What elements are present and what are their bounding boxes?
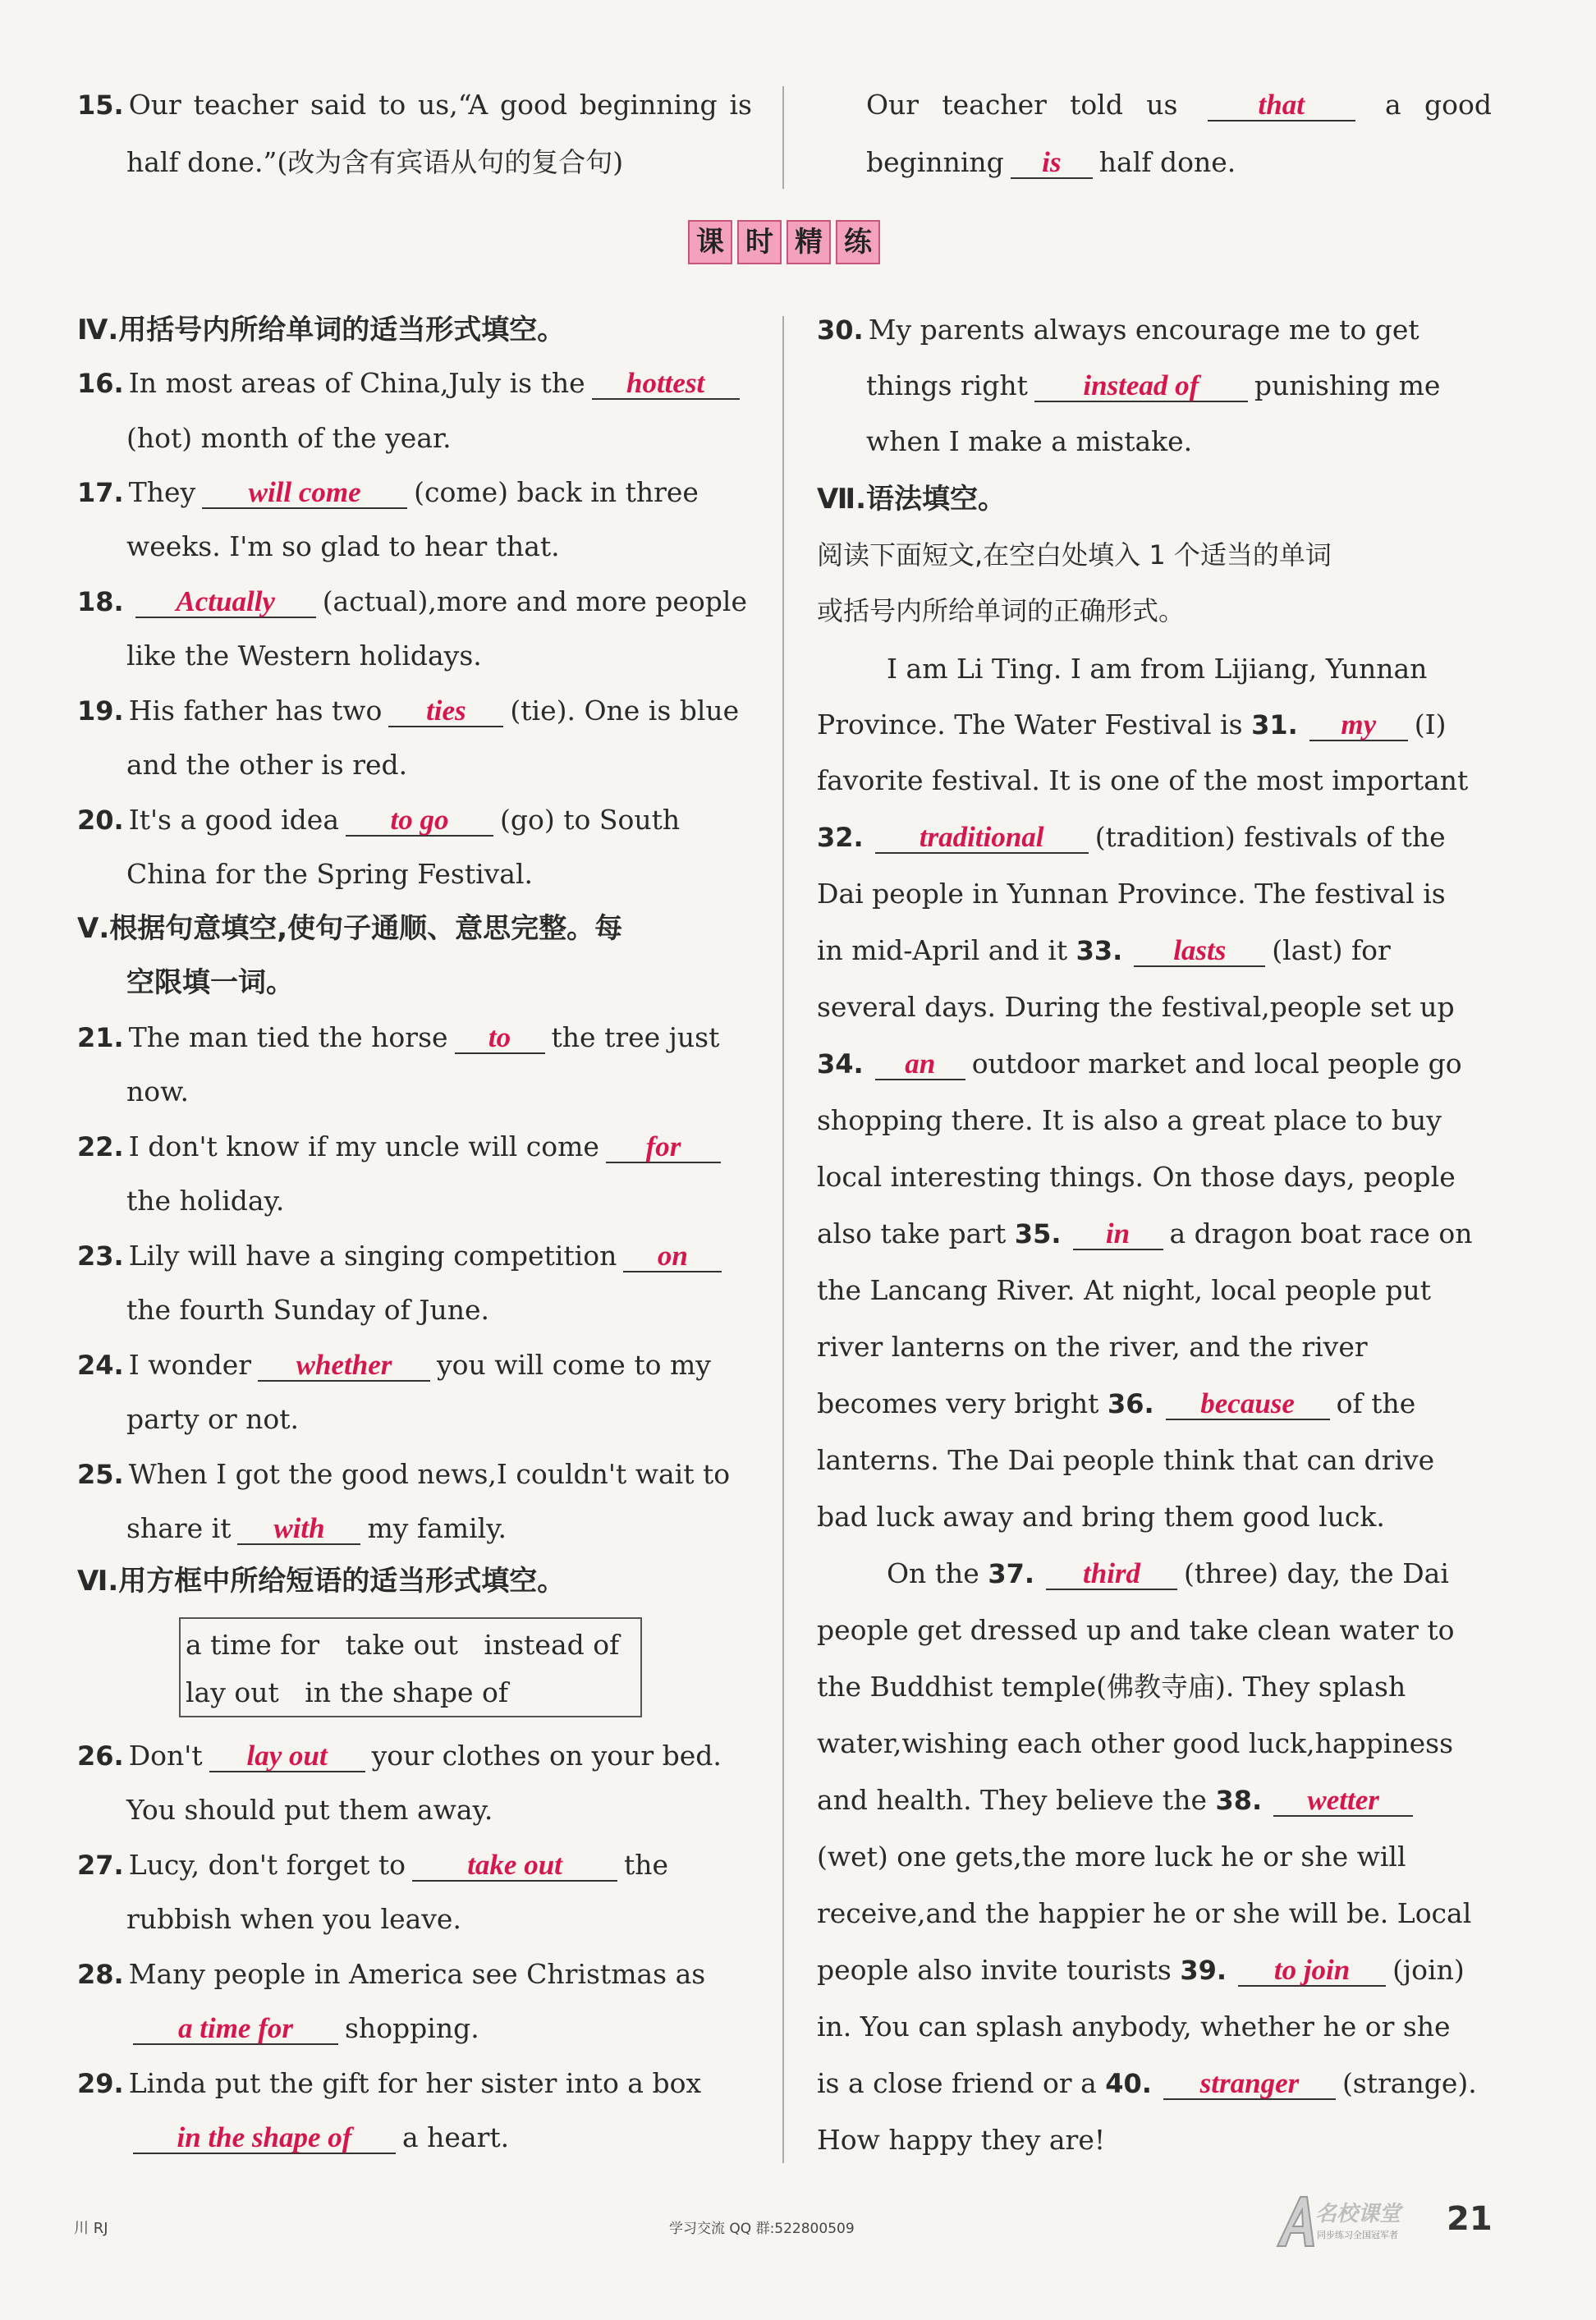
q29: 29. Linda put the gift for her sister into a box <box>77 2067 702 2099</box>
brand-logo: 名校课堂 同步练习全国冠军者 <box>1273 2192 1461 2249</box>
answer-blank: instead of <box>1034 371 1248 402</box>
section5-title: Ⅴ.根据句意填空,使句子通顺、意思完整。每 <box>77 912 623 945</box>
footer-qq: 学习交流 QQ 群:522800509 <box>669 2221 855 2237</box>
answer-blank: lasts <box>1134 936 1265 967</box>
q15-answer-line2: beginning is half done. <box>866 146 1236 178</box>
answer-blank: on <box>623 1241 722 1272</box>
q30: 30. My parents always encourage me to get <box>817 314 1419 346</box>
q19: 19. His father has two ties (tie). One is blue <box>77 695 740 727</box>
section-banner: 课 时 精 练 <box>688 220 880 264</box>
q15-line1: 15. Our teacher said to us,“A good beginning is <box>77 89 752 121</box>
page-number: 21 <box>1447 2200 1493 2238</box>
column-divider <box>782 316 784 2163</box>
answer-blank: stranger <box>1163 2069 1336 2100</box>
answer-blank: to <box>455 1023 545 1054</box>
answer-blank: in the shape of <box>133 2123 396 2154</box>
answer-blank: traditional <box>875 823 1089 854</box>
answer-blank: ties <box>388 696 503 727</box>
q24: 24. I wonder whether you will come to my <box>77 1349 711 1381</box>
q15-line2: half done.”(改为含有宾语从句的复合句) <box>126 146 624 178</box>
q26: 26. Don't lay out your clothes on your bed. <box>77 1740 722 1772</box>
answer-blank: in <box>1073 1219 1163 1250</box>
page: 15. Our teacher said to us,“A good beginning is half done.”(改为含有宾语从句的复合句) Our teacher told us that a good beginning is half done. 课 时 精 练 Ⅳ.用括号内所给单词的适当形式填空。 16. In most areas of China,July is the hottest (hot) month of the year. 17. They will come (come) back in three weeks. I'm so glad to hear that. 18. Actually (actual),more and more people like the Western holidays. 19. His father has two ties (tie). One is blue and the other is red. 20. It's a good idea to go (go) to South China for the Spring Festival. Ⅴ.根据句意填空,使句子通顺、意思完整。每 空限填一词。 21. The man tied the horse to the tree just now. 22. I don't know if my uncle will come for the holiday. 23. Lily will have a singing competition on the fourth Sunday of June. 24. I wonder whether you will come to my party or not. 25. When I got the good news,I couldn't wait to share it with my family. Ⅵ.用方框中所给短语的适当形式填空。 a time for take out instead of lay out in the shape of 26. Don't lay out your clothes on your bed. You should put them away. 27. Lucy, don't forget to take out the rubbish when you leave. 28. Many people in America see Christmas as a time for shopping. 29. Linda put the gift for her sister into a box in the shape of a heart. 30. My parents always encourage me to get things right instead of punishing me when I make a mistake. Ⅶ.语法填空。 阅读下面短文,在空白处填入 1 个适当的单词 或括号内所给单词的正确形式。 I am Li Ting. I am from Lijiang, Yunnan Province. The Water Festival is 31. my (I) favorite festival. It is one of the most important 32. traditional (tradition) festivals of the Dai people in Yunnan Province. The festival is in mid-April and it 33. lasts (last) for several days. During the festival,people set up 34. an outdoor market and local people go shopping there. It is also a great place to buy local interesting things. On those days, people also take part 35. in a dragon boat race on the Lancang River. At night, local people put river lanterns on the river, and the river becomes very bright 36. because of the lanterns. The Dai people think that can drive bad luck away and bring them good luck. On the 37. third (three) day, the Dai people get dressed up and take clean water to the Buddhist temple(佛教寺庙). They splash water,wishing each other good luck,happiness and health. They believe the 38. wetter (wet) one gets,the more luck he or she will receive,and the happier he or she will be. Local people also invite tourists 39. to join (join) in. You can splash anybody, whether he or she is a close friend or a 40. stranger (strange). How happy they are! 川 RJ 学习交流 QQ 群:522800509 名校课堂 同步练习全国冠军者 21 <box>0 0 1596 2320</box>
q16: 16. In most areas of China,July is the hottest <box>77 367 752 400</box>
answer-blank: whether <box>258 1350 430 1382</box>
answer-blank: because <box>1166 1389 1330 1420</box>
answer-blank: to join <box>1238 1955 1386 1987</box>
phrase-box: a time for take out instead of lay out in the shape of <box>179 1617 642 1717</box>
answer-blank: is <box>1011 148 1093 179</box>
q21: 21. The man tied the horse to the tree just <box>77 1021 720 1053</box>
column-divider-top <box>782 86 784 189</box>
q25: 25. When I got the good news,I couldn't wait to <box>77 1458 731 1490</box>
answer-blank: that <box>1208 90 1355 122</box>
answer-blank: my <box>1309 710 1408 741</box>
q17: 17. They will come (come) back in three <box>77 476 699 508</box>
q15-answer-line1: Our teacher told us that a good <box>866 89 1492 121</box>
answer-blank: with <box>237 1514 360 1545</box>
answer-blank: lay out <box>209 1741 365 1772</box>
q27: 27. Lucy, don't forget to take out the <box>77 1849 669 1881</box>
section6-title: Ⅵ.用方框中所给短语的适当形式填空。 <box>77 1565 566 1598</box>
answer-blank: a time for <box>133 2014 338 2045</box>
answer-blank: to go <box>346 805 493 837</box>
answer-blank: wetter <box>1273 1786 1413 1817</box>
section7-title: Ⅶ.语法填空。 <box>817 483 1007 516</box>
q28: 28. Many people in America see Christmas as <box>77 1958 706 1990</box>
answer-blank: an <box>875 1049 965 1080</box>
answer-blank: Actually <box>135 587 316 618</box>
q18: 18. Actually (actual),more and more people <box>77 585 748 617</box>
section4-title: Ⅳ.用括号内所给单词的适当形式填空。 <box>77 314 566 346</box>
q15-number: 15. <box>77 89 124 121</box>
answer-blank: will come <box>202 478 407 509</box>
q23: 23. Lily will have a singing competition on <box>77 1240 752 1272</box>
answer-blank: take out <box>412 1850 617 1882</box>
q20: 20. It's a good idea to go (go) to South <box>77 804 681 836</box>
footer-edition: 川 RJ <box>74 2220 108 2237</box>
answer-blank: hottest <box>592 369 740 400</box>
answer-blank: third <box>1046 1559 1177 1590</box>
answer-blank: for <box>606 1132 721 1163</box>
q22: 22. I don't know if my uncle will come for <box>77 1130 752 1163</box>
